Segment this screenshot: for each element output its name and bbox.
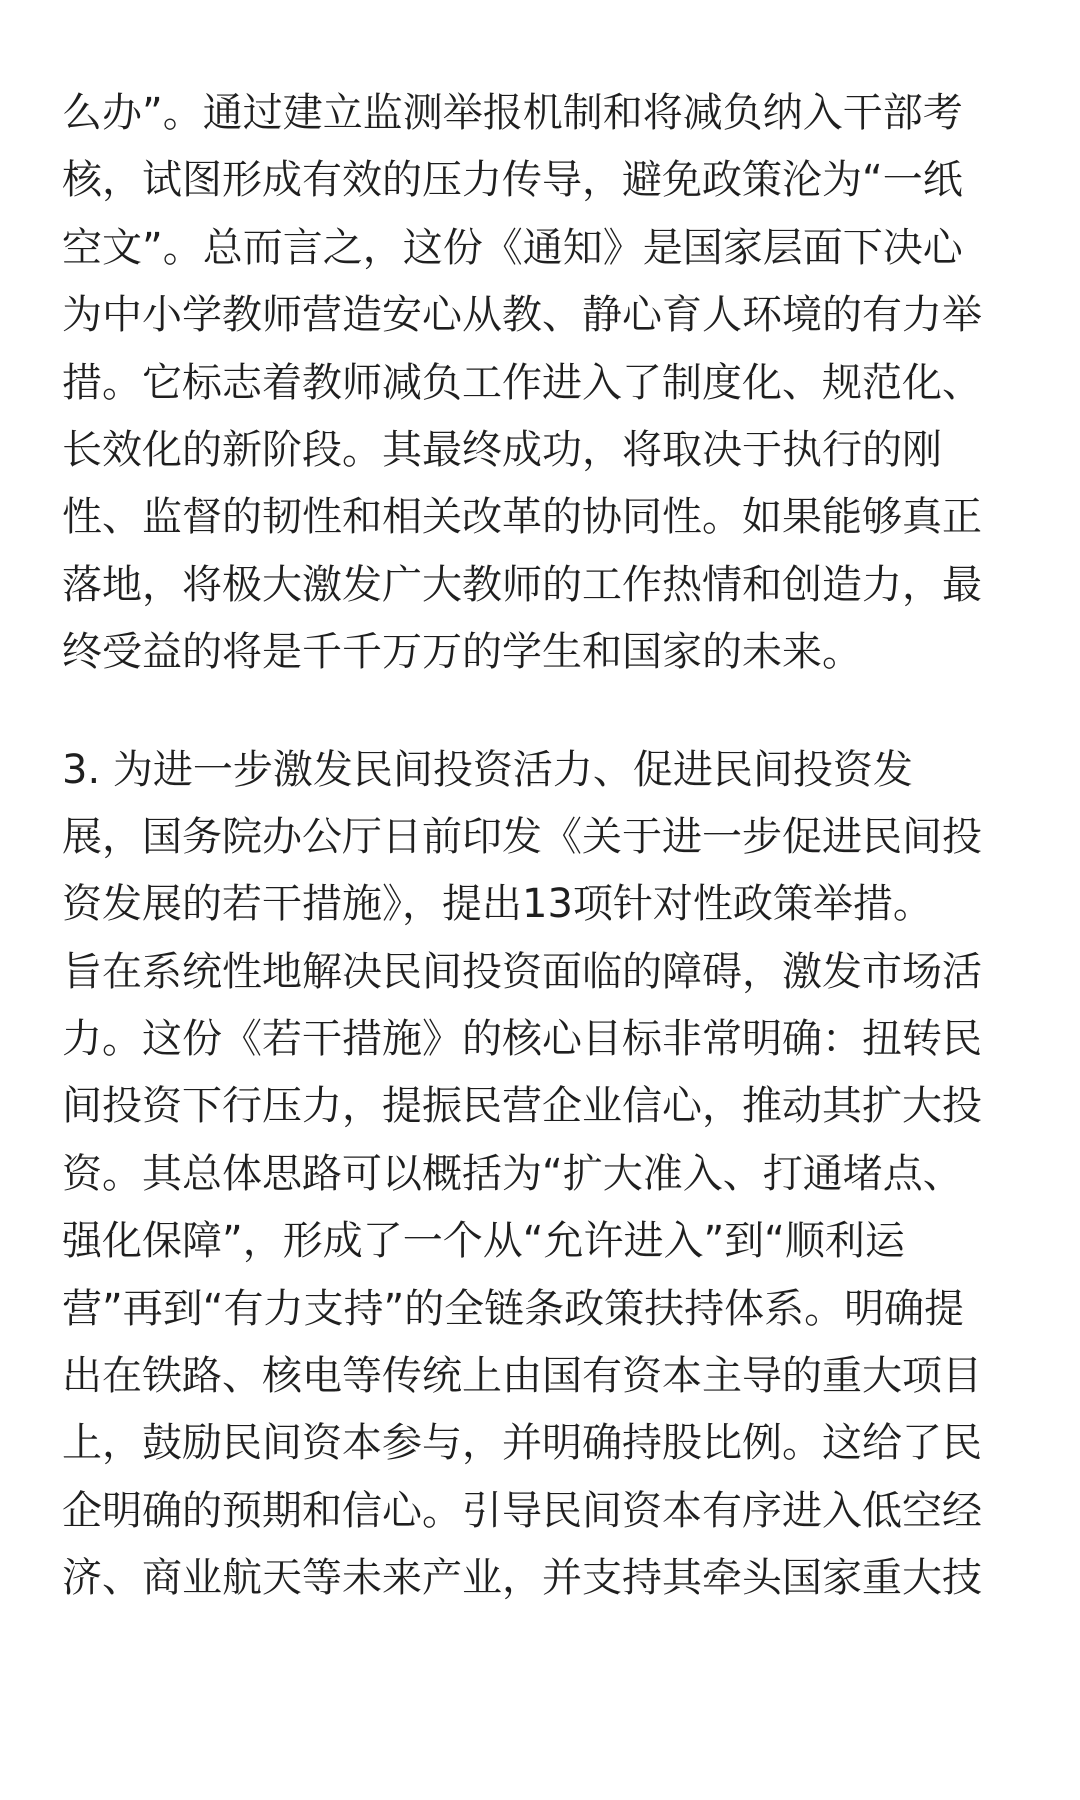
text-line: 核，试图形成有效的压力传导，避免政策沦为“一纸	[62, 157, 963, 204]
text-line: 强化保障”，形成了一个从“允许进入”到“顺利运	[62, 1218, 905, 1265]
text-line: 营”再到“有力支持”的全链条政策扶持体系。明确提	[62, 1285, 965, 1332]
text-line: 为中小学教师营造安心从教、静心育人环境的有力举	[62, 292, 982, 339]
text-line: 力。这份《若干措施》的核心目标非常明确：扭转民	[62, 1016, 982, 1063]
text-line: 性、监督的韧性和相关改革的协同性。如果能够真正	[62, 494, 982, 541]
text-line: 么办”。通过建立监测举报机制和将减负纳入干部考	[62, 90, 963, 136]
text-line: 资发展的若干措施》，提出13项针对性政策举措。	[62, 881, 933, 928]
paragraph-spacer	[62, 687, 1042, 737]
text-line: 济、商业航天等未来产业，并支持其牵头国家重大技	[62, 1555, 982, 1602]
text-line: 落地，将极大激发广大教师的工作热情和创造力，最	[62, 561, 982, 608]
text-line: 终受益的将是千千万万的学生和国家的未来。	[62, 629, 862, 676]
text-line: 空文”。总而言之，这份《通知》是国家层面下决心	[62, 224, 963, 271]
text-line: 3. 为进一步激发民间投资活力、促进民间投资发	[62, 746, 913, 793]
text-line: 资。其总体思路可以概括为“扩大准入、打通堵点、	[62, 1150, 963, 1197]
text-line: 间投资下行压力，提振民营企业信心，推动其扩大投	[62, 1083, 982, 1130]
article-body	[62, 80, 1042, 1613]
text-line: 措。它标志着教师减负工作进入了制度化、规范化、	[62, 359, 982, 406]
text-line: 企明确的预期和信心。引导民间资本有序进入低空经	[62, 1487, 982, 1534]
paragraph-teacher-burden	[62, 80, 1042, 687]
text-line: 展，国务院办公厅日前印发《关于进一步促进民间投	[62, 813, 982, 860]
text-line: 旨在系统性地解决民间投资面临的障碍，激发市场活	[62, 948, 982, 995]
text-line: 出在铁路、核电等传统上由国有资本主导的重大项目	[62, 1353, 982, 1400]
text-line: 长效化的新阶段。其最终成功，将取决于执行的刚	[62, 426, 942, 473]
text-line: 上，鼓励民间资本参与，并明确持股比例。这给了民	[62, 1420, 982, 1467]
paragraph-private-investment	[62, 737, 1042, 1613]
